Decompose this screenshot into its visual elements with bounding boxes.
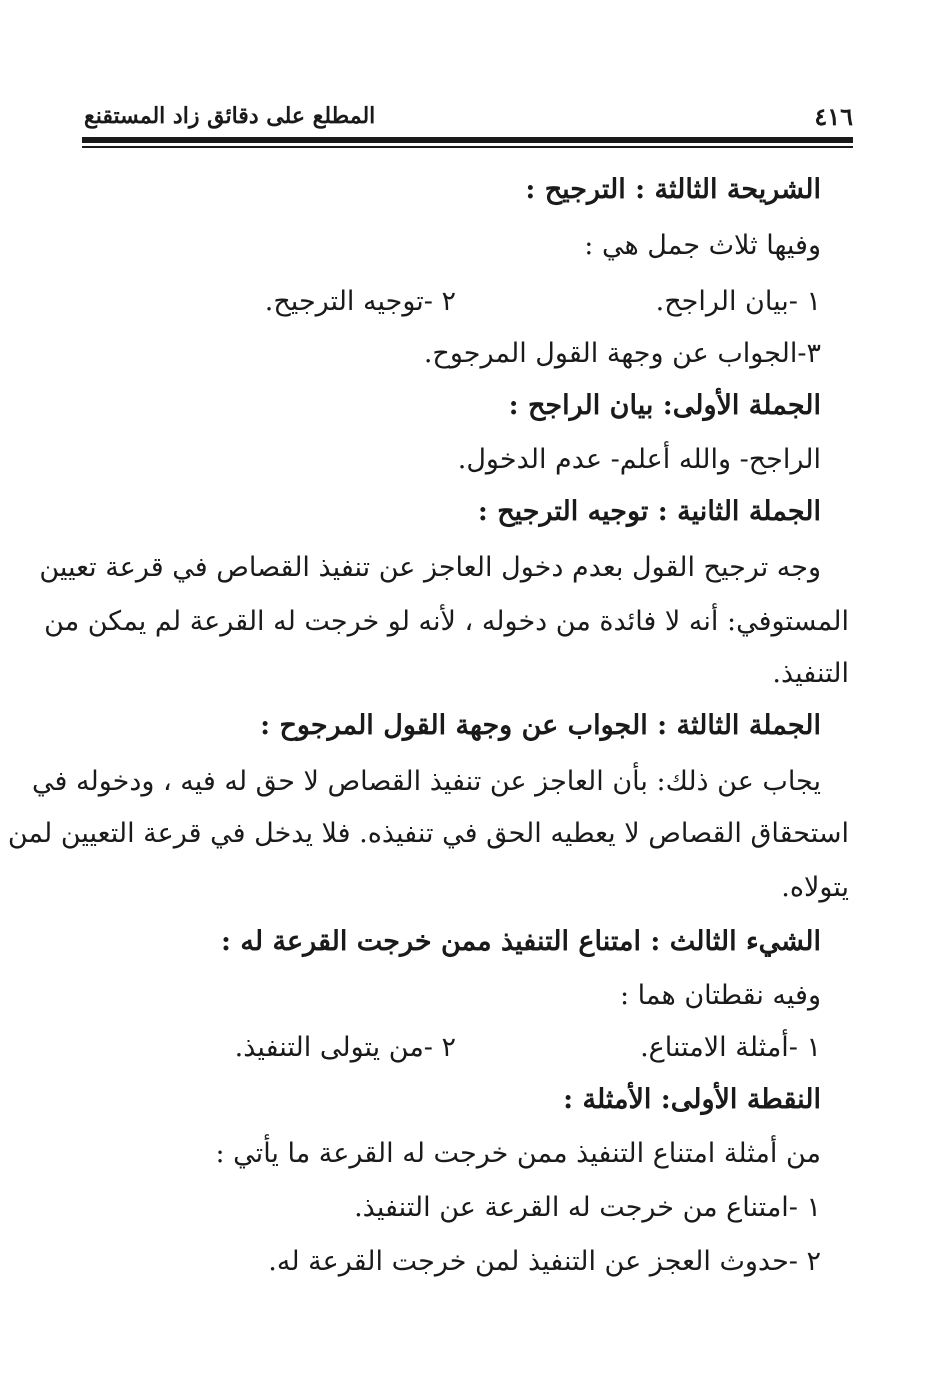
subheading: النقطة الأولى: الأمثلة : <box>563 1084 821 1115</box>
list-item: ١ -امتناع من خرجت له القرعة عن التنفيذ. <box>354 1192 821 1223</box>
subheading: الجملة الثانية : توجيه الترجيح : <box>477 496 821 527</box>
paragraph-line: التنفيذ. <box>772 658 849 689</box>
list-item: ٣-الجواب عن وجهة القول المرجوح. <box>423 338 821 369</box>
running-header <box>84 96 853 136</box>
paragraph-line: يجاب عن ذلك: بأن العاجز عن تنفيذ القصاص لا حق له فيه ، ودخوله في <box>32 766 821 797</box>
header-rule-thin <box>82 146 853 148</box>
list-item: ١ -بيان الراجح. <box>655 286 821 317</box>
paragraph-line: يتولاه. <box>781 872 849 903</box>
header-rule <box>82 137 853 143</box>
paragraph-line: المستوفي: أنه لا فائدة من دخوله ، لأنه لو خرجت له القرعة لم يمكن من <box>44 606 849 637</box>
subheading: الجملة الأولى: بيان الراجح : <box>508 390 821 421</box>
section-heading: الشريحة الثالثة : الترجيح : <box>525 174 821 205</box>
list-item: ٢ -حدوث العجز عن التنفيذ لمن خرجت القرعة له. <box>268 1246 821 1277</box>
page-number: ٤١٦ <box>814 101 853 131</box>
section-heading: الشيء الثالث : امتناع التنفيذ ممن خرجت القرعة له : <box>221 926 821 957</box>
text-line: وفيها ثلاث جمل هي : <box>584 230 821 261</box>
paragraph-line: استحقاق القصاص لا يعطيه الحق في تنفيذه. فلا يدخل في قرعة التعيين لمن <box>7 818 849 849</box>
list-row <box>84 274 821 330</box>
list-item: ٢ -توجيه الترجيح. <box>264 286 456 317</box>
text-line: وفيه نقطتان هما : <box>619 980 821 1011</box>
book-title: المطلع على دقائق زاد المستقنع <box>84 103 376 129</box>
paragraph-line: وجه ترجيح القول بعدم دخول العاجز عن تنفيذ القصاص في قرعة تعيين <box>39 552 821 583</box>
list-row <box>84 1020 821 1076</box>
text-line: الراجح- والله أعلم- عدم الدخول. <box>457 444 821 475</box>
list-item: ١ -أمثلة الامتناع. <box>640 1032 821 1063</box>
list-item: ٢ -من يتولى التنفيذ. <box>234 1032 456 1063</box>
subheading: الجملة الثالثة : الجواب عن وجهة القول المرجوح : <box>260 710 821 741</box>
text-line: من أمثلة امتناع التنفيذ ممن خرجت له القرعة ما يأتي : <box>215 1138 821 1169</box>
